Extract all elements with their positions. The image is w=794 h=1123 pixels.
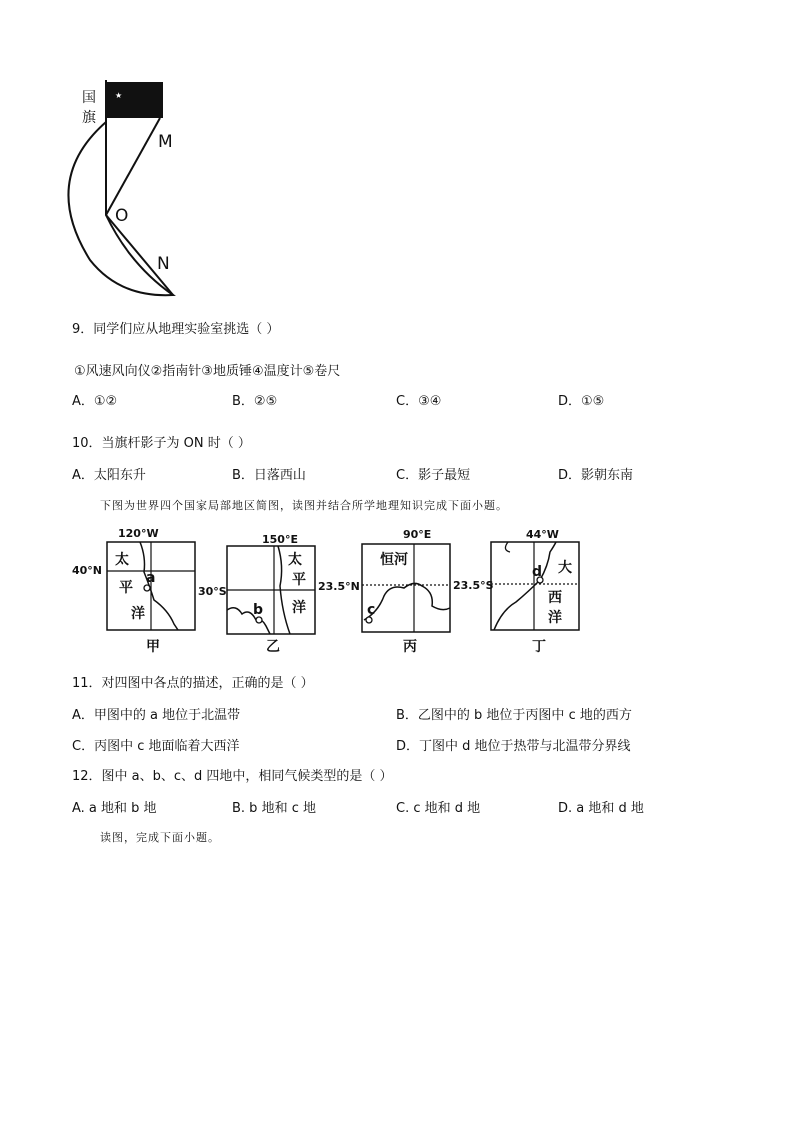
maps-intro: 下图为世界四个国家局部地区简图，读图并结合所学地理知识完成下面小题。 <box>100 499 508 512</box>
four-maps-figure <box>70 522 590 657</box>
map-bing-lon: 90°E <box>403 528 432 541</box>
map-bing-name: 丙 <box>403 639 417 655</box>
map-ding-lat: 23.5°S <box>453 579 494 592</box>
map-bing-coastline <box>364 583 450 620</box>
line-om <box>106 118 160 215</box>
map-ding-coast-inlet <box>505 542 510 552</box>
question-11-option-c: C．丙图中 c 地面临着大西洋 <box>72 739 240 754</box>
map-bing-lat: 23.5°N <box>318 580 360 593</box>
flag <box>106 82 163 118</box>
question-11-option-b: B．乙图中的 b 地位于丙图中 c 地的西方 <box>396 708 632 723</box>
question-10-option-d: D．影朝东南 <box>558 468 634 483</box>
map-ding-point-label: d <box>532 564 543 580</box>
question-9-option-d: D．①⑤ <box>558 394 605 409</box>
question-9-option-c: C．③④ <box>396 394 442 409</box>
question-10-option-b: B．日落西山 <box>232 468 306 483</box>
map-yi-ocean-2: 平 <box>292 572 306 588</box>
map-ding-ocean-1: 大 <box>558 560 572 576</box>
map-jia-ocean-1: 太 <box>115 552 129 568</box>
map-jia-name: 甲 <box>146 639 160 655</box>
next-intro: 读图，完成下面小题。 <box>100 831 220 844</box>
question-11-option-d: D．丁图中 d 地位于热带与北温带分界线 <box>396 739 631 754</box>
question-10-option-a: A．太阳东升 <box>72 468 146 483</box>
question-9-option-b: B．②⑤ <box>232 394 278 409</box>
map-yi-coastline-south <box>227 608 270 634</box>
map-jia-ocean-2: 平 <box>119 580 133 596</box>
map-yi <box>198 533 315 655</box>
question-12-option-c: C. c 地和 d 地 <box>396 801 481 816</box>
map-yi-ocean-3: 洋 <box>292 600 306 616</box>
question-12-option-b: B. b 地和 c 地 <box>232 801 316 816</box>
question-9-option-a: A．①② <box>72 394 118 409</box>
question-10-option-c: C．影子最短 <box>396 468 471 483</box>
question-12-stem: 12．图中 a、b、c、d 四地中，相同气候类型的是（ ） <box>72 769 393 784</box>
map-bing <box>318 528 450 655</box>
question-11-stem: 11．对四图中各点的描述，正确的是（ ） <box>72 676 314 691</box>
map-yi-ocean-1: 太 <box>288 552 302 568</box>
label-m: M <box>158 132 173 152</box>
map-ding-ocean-2: 西 <box>548 590 562 606</box>
label-o: O <box>115 206 129 226</box>
flag-caption-1: 国 <box>82 90 96 106</box>
map-ding-frame <box>491 542 579 630</box>
map-jia-point-label: a <box>146 570 156 586</box>
label-n: N <box>157 254 170 274</box>
flagpole-shadow-figure <box>60 70 200 305</box>
map-ding-lon: 44°W <box>526 528 559 541</box>
map-yi-lon: 150°E <box>262 533 298 546</box>
question-9-stem: 9．同学们应从地理实验室挑选（ ） <box>72 322 280 337</box>
map-jia-lon: 120°W <box>118 527 159 540</box>
question-12-option-a: A. a 地和 b 地 <box>72 801 157 816</box>
map-bing-point-label: c <box>367 602 376 618</box>
flag-caption-2: 旗 <box>82 110 96 126</box>
question-10-stem: 10．当旗杆影子为 ON 时（ ） <box>72 436 251 451</box>
map-jia-lat: 40°N <box>72 564 103 577</box>
map-ding-name: 丁 <box>532 639 546 655</box>
map-yi-point-label: b <box>253 602 264 618</box>
map-yi-lat: 30°S <box>198 585 227 598</box>
question-12-option-d: D. a 地和 d 地 <box>558 801 644 816</box>
map-ding-coastline <box>494 542 556 630</box>
map-jia <box>72 527 195 655</box>
map-yi-name: 乙 <box>266 639 280 655</box>
map-jia-ocean-3: 洋 <box>131 606 145 622</box>
question-9-items: ①风速风向仪②指南针③地质锤④温度计⑤卷尺 <box>74 364 341 379</box>
map-ding-ocean-3: 洋 <box>548 610 562 626</box>
question-11-option-a: A．甲图中的 a 地位于北温带 <box>72 708 241 723</box>
map-bing-river: 恒河 <box>380 552 408 568</box>
flag-stars: ★ <box>115 91 123 100</box>
map-ding <box>453 528 579 655</box>
